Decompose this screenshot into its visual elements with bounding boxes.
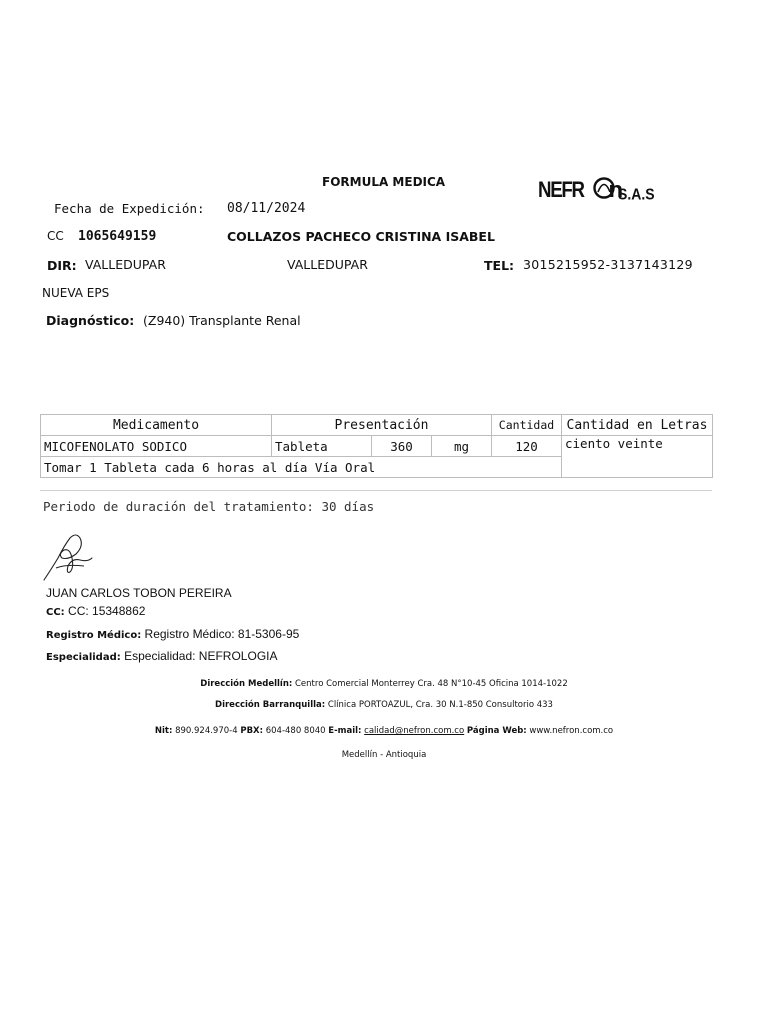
patient-name: COLLAZOS PACHECO CRISTINA ISABEL bbox=[227, 229, 495, 244]
footer-email-label: E-mail: bbox=[328, 726, 362, 736]
doctor-especialidad bbox=[46, 649, 278, 663]
dir-value-2: VALLEDUPAR bbox=[287, 257, 368, 272]
cell-medicamento: MICOFENOLATO SODICO bbox=[41, 436, 272, 457]
doctor-cc bbox=[46, 604, 145, 618]
divider bbox=[40, 490, 712, 491]
fecha-value: 08/11/2024 bbox=[227, 201, 306, 216]
footer-city: Medellín - Antioquia bbox=[341, 750, 427, 760]
footer-medellin bbox=[0, 679, 768, 689]
doctor-reg-value: Registro Médico: 81-5306-95 bbox=[144, 627, 300, 641]
footer-contact bbox=[0, 726, 768, 736]
cell-dosis: 360 bbox=[372, 436, 432, 457]
doctor-name: JUAN CARLOS TOBON PEREIRA bbox=[46, 586, 232, 600]
doctor-esp-value: Especialidad: NEFROLOGIA bbox=[124, 649, 278, 663]
header-presentacion: Presentación bbox=[272, 415, 492, 436]
document-title: FORMULA MEDICA bbox=[322, 175, 446, 189]
footer-web-link[interactable]: www.nefron.com.co bbox=[529, 726, 614, 736]
footer-pbx-value: 604-480 8040 bbox=[265, 726, 326, 736]
nefron-logo bbox=[538, 172, 655, 206]
doctor-registro bbox=[46, 627, 299, 641]
tel-value: 3015215952-3137143129 bbox=[523, 257, 693, 272]
cell-unidad: mg bbox=[432, 436, 492, 457]
dir-value-1: VALLEDUPAR bbox=[85, 257, 166, 272]
doctor-reg-label: Registro Médico: bbox=[46, 630, 142, 641]
footer-nit-value: 890.924.970-4 bbox=[175, 726, 238, 736]
table-header-row bbox=[41, 415, 713, 436]
cell-indicacion: Tomar 1 Tableta cada 6 horas al día Vía Oral bbox=[41, 457, 562, 478]
header-cantidad-letras: Cantidad en Letras bbox=[562, 415, 713, 436]
doctor-signature bbox=[40, 528, 100, 584]
footer-medellin-value: Centro Comercial Monterrey Cra. 48 N°10-45 Oficina 1014-1022 bbox=[295, 679, 568, 689]
doctor-cc-label: CC: bbox=[46, 607, 65, 618]
doctor-cc-value: CC: 15348862 bbox=[68, 604, 146, 618]
cell-cantidad: 120 bbox=[492, 436, 562, 457]
patient-cc-value: 1065649159 bbox=[78, 229, 157, 244]
periodo-tratamiento: Periodo de duración del tratamiento: 30 días bbox=[43, 499, 375, 514]
footer-barranquilla-value: Clínica PORTOAZUL, Cra. 30 N.1-850 Consultorio 433 bbox=[327, 700, 553, 710]
cell-presentacion: Tableta bbox=[272, 436, 372, 457]
doctor-esp-label: Especialidad: bbox=[46, 652, 121, 663]
footer-pbx-label: PBX: bbox=[240, 726, 264, 736]
table-row bbox=[41, 436, 713, 457]
diagnostico-label: Diagnóstico: bbox=[46, 313, 135, 328]
medication-table bbox=[40, 414, 713, 478]
fecha-label: Fecha de Expedición: bbox=[54, 201, 205, 216]
eps-value: NUEVA EPS bbox=[42, 286, 110, 300]
patient-cc-label: CC bbox=[47, 229, 64, 243]
footer-nit-label: Nit: bbox=[154, 726, 173, 736]
cell-cantidad-letras: ciento veinte bbox=[562, 436, 713, 478]
footer-barranquilla-label: Dirección Barranquilla: bbox=[215, 700, 326, 710]
header-cantidad: Cantidad bbox=[492, 415, 562, 436]
footer-email-link[interactable]: calidad@nefron.com.co bbox=[364, 726, 465, 736]
svg-text:n: n bbox=[608, 177, 624, 202]
diagnostico-value: (Z940) Transplante Renal bbox=[143, 313, 301, 328]
footer-web-label: Página Web: bbox=[466, 726, 527, 736]
svg-text:NEFR: NEFR bbox=[538, 178, 584, 203]
tel-label: TEL: bbox=[484, 258, 515, 273]
footer-barranquilla bbox=[0, 700, 768, 710]
header-medicamento: Medicamento bbox=[41, 415, 272, 436]
dir-label: DIR: bbox=[47, 258, 77, 273]
svg-text:S.A.S: S.A.S bbox=[618, 186, 655, 204]
footer-medellin-label: Dirección Medellín: bbox=[200, 679, 293, 689]
